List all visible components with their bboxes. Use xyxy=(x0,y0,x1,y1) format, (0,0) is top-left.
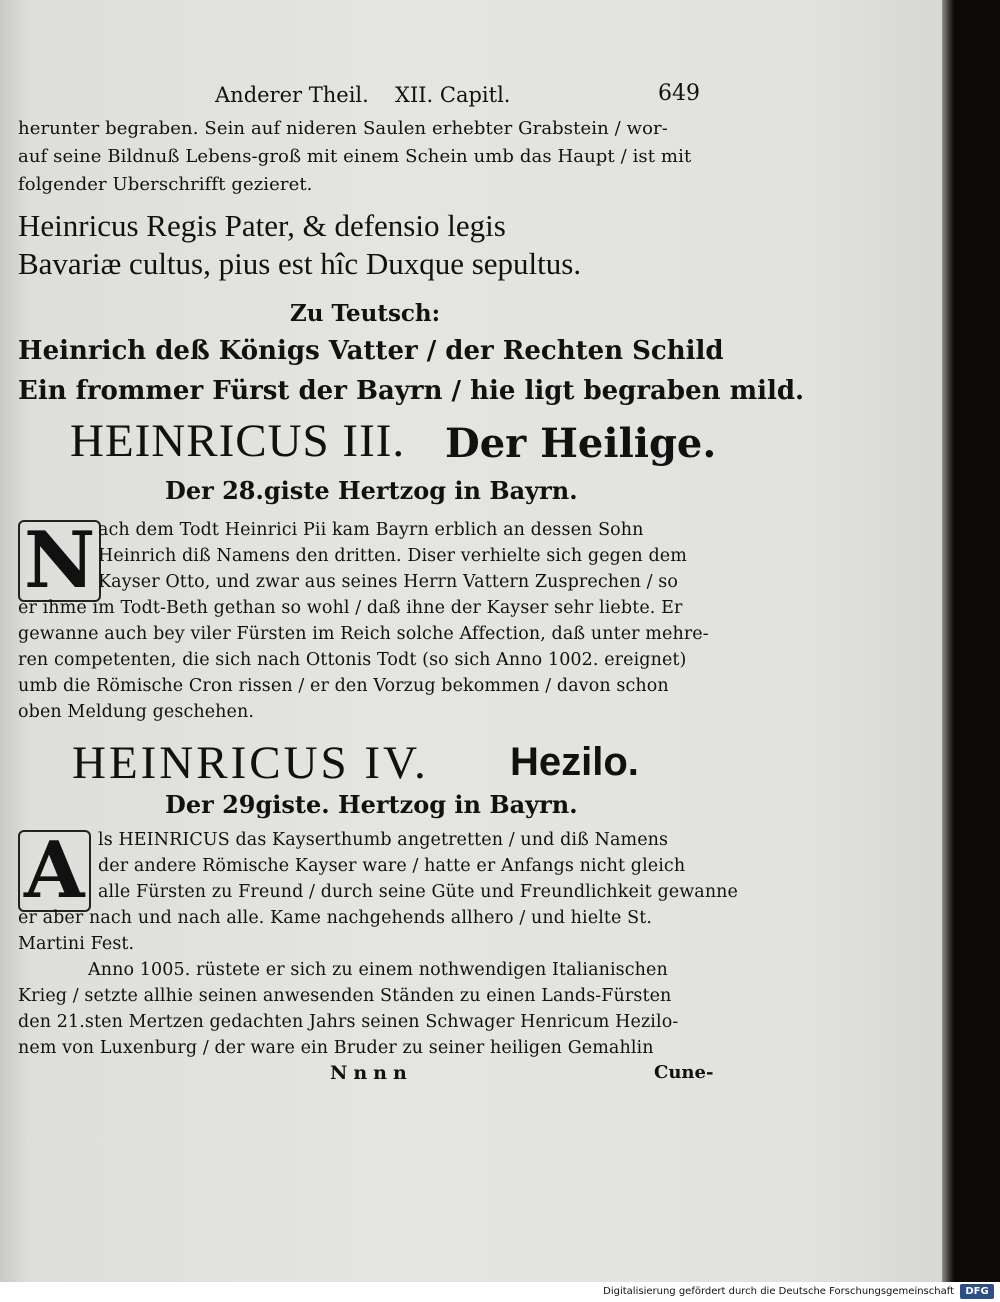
intro-line: folgender Uberschrifft gezieret. xyxy=(18,174,313,195)
latin-verse-line: Bavariæ cultus, pius est hîc Duxque sepultus. xyxy=(18,246,582,281)
section-heading-name: Hezilo. xyxy=(510,740,639,784)
catchword: Cune- xyxy=(654,1062,714,1083)
body-line: Kayser Otto, und zwar aus seines Herrn Vattern Zusprechen / so xyxy=(98,572,678,592)
signature-mark: Nnnn xyxy=(330,1062,413,1084)
body-line: gewanne auch bey viler Fürsten im Reich solche Affection, daß unter mehre- xyxy=(18,624,709,644)
body-line: umb die Römische Cron rissen / er den Vorzug bekommen / davon schon xyxy=(18,676,669,696)
body-line: Anno 1005. rüstete er sich zu einem nothwendigen Italianischen xyxy=(88,960,668,980)
german-verse-line: Heinrich deß Königs Vatter / der Rechten Schild xyxy=(18,336,724,366)
section-heading-german: Der Heilige. xyxy=(445,420,717,467)
body-line: ach dem Todt Heinrici Pii kam Bayrn erblich an dessen Sohn xyxy=(98,520,644,540)
footer-bar xyxy=(0,1282,1000,1302)
section-heading-latin: HEINRICUS III. xyxy=(70,415,406,467)
body-line: ls HEINRICUS das Kayserthumb angetretten / und diß Namens xyxy=(98,830,669,850)
chapter-label: XII. Capitl. xyxy=(395,83,511,107)
translation-label: Zu Teutsch: xyxy=(290,300,441,327)
running-title: Anderer Theil. xyxy=(215,83,369,107)
body-line: er ihme im Todt-Beth gethan so wohl / daß ihne der Kayser sehr liebte. Er xyxy=(18,598,683,618)
intro-line: herunter begraben. Sein auf nideren Saulen erhebter Grabstein / wor- xyxy=(18,118,668,139)
body-line: oben Meldung geschehen. xyxy=(18,702,255,722)
body-line: der andere Römische Kayser ware / hatte er Anfangs nicht gleich xyxy=(98,856,686,876)
funding-credit: Digitalisierung gefördert durch die Deutsche Forschungsgemeinschaft xyxy=(603,1286,954,1297)
intro-line: auf seine Bildnuß Lebens-groß mit einem Schein umb das Haupt / ist mit xyxy=(18,146,692,167)
body-line: alle Fürsten zu Freund / durch seine Güte und Freundlichkeit gewanne xyxy=(98,882,739,902)
body-line: Krieg / setzte allhie seinen anwesenden Ständen zu einen Lands-Fürsten xyxy=(18,986,672,1006)
latin-verse-line: Heinricus Regis Pater, & defensio legis xyxy=(18,208,506,243)
body-line: Martini Fest. xyxy=(18,934,135,954)
body-line: er aber nach und nach alle. Kame nachgehends allhero / und hielte St. xyxy=(18,908,653,928)
body-line: Heinrich diß Namens den dritten. Diser verhielte sich gegen dem xyxy=(98,546,687,566)
page-number: 649 xyxy=(658,81,700,106)
dfg-logo: DFG xyxy=(960,1284,994,1299)
running-header xyxy=(215,83,511,107)
body-line: ren competenten, die sich nach Ottonis Todt (so sich Anno 1002. ereignet) xyxy=(18,650,687,670)
german-verse-line: Ein frommer Fürst der Bayrn / hie ligt begraben mild. xyxy=(18,376,805,406)
drop-cap-initial: N xyxy=(18,520,101,602)
section-subheading: Der 29giste. Hertzog in Bayrn. xyxy=(165,790,578,819)
section-heading-latin: HEINRICUS IV. xyxy=(72,737,429,789)
body-line: nem von Luxenburg / der ware ein Bruder zu seiner heiligen Gemahlin xyxy=(18,1038,654,1058)
body-line: den 21.sten Mertzen gedachten Jahrs seinen Schwager Henricum Hezilo- xyxy=(18,1012,679,1032)
page-edge-shadow xyxy=(942,0,954,1282)
drop-cap-initial: A xyxy=(18,830,91,912)
section-subheading: Der 28.giste Hertzog in Bayrn. xyxy=(165,476,578,505)
